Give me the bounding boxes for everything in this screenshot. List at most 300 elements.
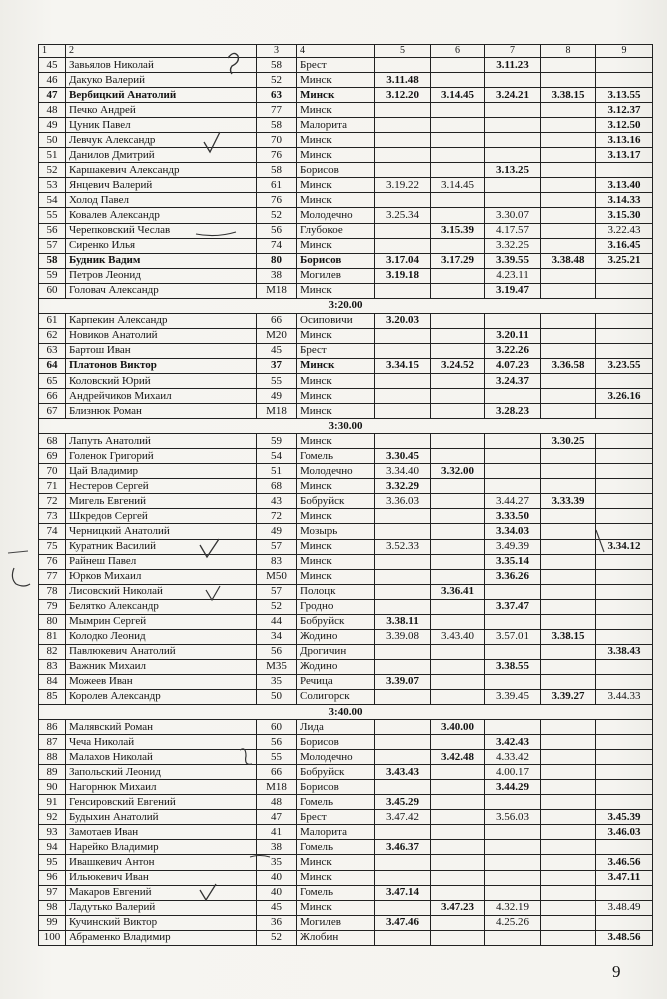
time-cell <box>596 524 653 539</box>
time-cell <box>431 689 485 704</box>
time-cell: 3.16.45 <box>596 238 653 253</box>
time-cell <box>431 449 485 464</box>
time-cell: 3.47.42 <box>375 810 431 825</box>
time-cell <box>431 389 485 404</box>
time-cell <box>596 313 653 328</box>
age-cell: 52 <box>257 73 297 88</box>
table-row <box>39 389 653 404</box>
time-cell <box>541 780 596 795</box>
city-cell: Глубокое <box>297 223 375 238</box>
time-cell <box>485 825 541 840</box>
time-cell: 3.46.03 <box>596 825 653 840</box>
time-cell <box>596 494 653 509</box>
city-cell: Брест <box>297 343 375 358</box>
time-cell <box>596 569 653 584</box>
athlete-name-cell: Холод Павел <box>66 193 257 208</box>
time-cell <box>541 464 596 479</box>
time-cell <box>596 674 653 689</box>
time-cell <box>431 434 485 449</box>
athlete-name-cell: Нагорнюк Михаил <box>66 780 257 795</box>
time-cell: 3.36.26 <box>485 569 541 584</box>
time-cell: 3.13.25 <box>485 163 541 178</box>
table-row <box>39 373 653 388</box>
time-cell <box>375 283 431 298</box>
age-cell: 83 <box>257 554 297 569</box>
time-cell <box>541 328 596 343</box>
age-cell: 56 <box>257 735 297 750</box>
table-row <box>39 268 653 283</box>
athlete-name-cell: Платонов Виктор <box>66 358 257 373</box>
time-cell <box>431 930 485 945</box>
time-cell: 3.32.29 <box>375 479 431 494</box>
time-cell <box>375 434 431 449</box>
athlete-name-cell: Будник Вадим <box>66 253 257 268</box>
time-cell: 3.39.55 <box>485 253 541 268</box>
table-row <box>39 479 653 494</box>
row-number-cell: 100 <box>39 930 66 945</box>
city-cell: Минск <box>297 404 375 419</box>
age-cell: М18 <box>257 283 297 298</box>
time-cell <box>485 930 541 945</box>
age-cell: 40 <box>257 870 297 885</box>
time-cell <box>431 855 485 870</box>
athlete-name-cell: Вербицкий Анатолий <box>66 88 257 103</box>
time-cell <box>596 584 653 599</box>
time-cell: 3.24.52 <box>431 358 485 373</box>
city-cell: Мозырь <box>297 524 375 539</box>
time-cell <box>485 313 541 328</box>
time-cell: 3.34.03 <box>485 524 541 539</box>
time-cell <box>541 73 596 88</box>
time-cell: 3.43.43 <box>375 765 431 780</box>
age-cell: 47 <box>257 810 297 825</box>
time-cell: 4.25.26 <box>485 915 541 930</box>
time-cell <box>375 930 431 945</box>
row-number-cell: 48 <box>39 103 66 118</box>
time-cell <box>596 840 653 855</box>
athlete-name-cell: Будыхин Анатолий <box>66 810 257 825</box>
age-cell: М35 <box>257 659 297 674</box>
time-cell <box>541 554 596 569</box>
time-group-row <box>39 419 653 434</box>
time-cell: 3.13.16 <box>596 133 653 148</box>
time-cell <box>541 539 596 554</box>
athlete-name-cell: Генсировский Евгений <box>66 795 257 810</box>
time-cell <box>375 900 431 915</box>
time-cell <box>596 735 653 750</box>
time-cell <box>485 644 541 659</box>
time-cell <box>596 268 653 283</box>
time-cell: 3.30.07 <box>485 208 541 223</box>
time-cell: 3.33.39 <box>541 494 596 509</box>
header-cell: 4 <box>297 45 375 58</box>
city-cell: Дрогичин <box>297 644 375 659</box>
city-cell: Минск <box>297 569 375 584</box>
time-cell <box>375 720 431 735</box>
time-cell: 3.13.40 <box>596 178 653 193</box>
time-cell <box>375 103 431 118</box>
city-cell: Жодино <box>297 659 375 674</box>
time-cell <box>485 870 541 885</box>
city-cell: Минск <box>297 283 375 298</box>
time-cell <box>431 674 485 689</box>
time-cell <box>541 193 596 208</box>
time-cell: 3.26.16 <box>596 389 653 404</box>
city-cell: Осиповичи <box>297 313 375 328</box>
table-row <box>39 885 653 900</box>
time-cell <box>541 343 596 358</box>
table-row <box>39 554 653 569</box>
time-cell: 3.38.43 <box>596 644 653 659</box>
age-cell: 38 <box>257 268 297 283</box>
header-cell: 5 <box>375 45 431 58</box>
age-cell: 54 <box>257 449 297 464</box>
time-cell <box>596 163 653 178</box>
age-cell: 34 <box>257 629 297 644</box>
age-cell: 52 <box>257 599 297 614</box>
table-row <box>39 825 653 840</box>
athlete-name-cell: Ковалев Александр <box>66 208 257 223</box>
table-row <box>39 328 653 343</box>
time-cell <box>485 855 541 870</box>
time-group-row <box>39 705 653 720</box>
time-cell: 3.32.00 <box>431 464 485 479</box>
table-row <box>39 148 653 163</box>
table-row <box>39 720 653 735</box>
time-group-label: 3:40.00 <box>39 705 653 720</box>
row-number-cell: 89 <box>39 765 66 780</box>
table-row <box>39 930 653 945</box>
row-number-cell: 68 <box>39 434 66 449</box>
time-cell <box>375 750 431 765</box>
time-cell <box>596 720 653 735</box>
table-row <box>39 404 653 419</box>
city-cell: Минск <box>297 509 375 524</box>
athlete-name-cell: Близнюк Роман <box>66 404 257 419</box>
header-cell: 2 <box>66 45 257 58</box>
athlete-name-cell: Райнеш Павел <box>66 554 257 569</box>
time-cell: 3.39.45 <box>485 689 541 704</box>
header-cell: 8 <box>541 45 596 58</box>
time-cell: 3.44.29 <box>485 780 541 795</box>
table-row <box>39 133 653 148</box>
city-cell: Молодечно <box>297 464 375 479</box>
row-number-cell: 81 <box>39 629 66 644</box>
time-cell <box>485 449 541 464</box>
time-cell <box>431 404 485 419</box>
time-cell <box>431 780 485 795</box>
time-cell <box>541 644 596 659</box>
city-cell: Минск <box>297 358 375 373</box>
age-cell: 70 <box>257 133 297 148</box>
city-cell: Могилев <box>297 268 375 283</box>
age-cell: 59 <box>257 434 297 449</box>
time-cell <box>485 434 541 449</box>
table-row <box>39 689 653 704</box>
row-number-cell: 71 <box>39 479 66 494</box>
time-cell <box>541 750 596 765</box>
row-number-cell: 46 <box>39 73 66 88</box>
time-cell: 3.11.23 <box>485 58 541 73</box>
row-number-cell: 95 <box>39 855 66 870</box>
age-cell: М20 <box>257 328 297 343</box>
time-cell <box>431 193 485 208</box>
time-cell <box>375 118 431 133</box>
time-cell <box>485 795 541 810</box>
time-group-row <box>39 298 653 313</box>
time-cell: 3.22.26 <box>485 343 541 358</box>
table-row <box>39 118 653 133</box>
time-cell: 3.46.37 <box>375 840 431 855</box>
time-cell: 3.42.43 <box>485 735 541 750</box>
row-number-cell: 64 <box>39 358 66 373</box>
time-cell <box>541 870 596 885</box>
row-number-cell: 74 <box>39 524 66 539</box>
table-row <box>39 103 653 118</box>
row-number-cell: 92 <box>39 810 66 825</box>
city-cell: Малорита <box>297 825 375 840</box>
time-cell <box>431 885 485 900</box>
athlete-name-cell: Голенок Григорий <box>66 449 257 464</box>
time-cell <box>375 855 431 870</box>
athlete-name-cell: Черепковский Чеслав <box>66 223 257 238</box>
time-cell: 3.24.21 <box>485 88 541 103</box>
city-cell: Минск <box>297 328 375 343</box>
time-cell <box>375 343 431 358</box>
time-cell <box>431 825 485 840</box>
time-cell <box>431 569 485 584</box>
time-cell <box>375 524 431 539</box>
age-cell: 40 <box>257 885 297 900</box>
time-cell: 3.20.11 <box>485 328 541 343</box>
time-cell <box>375 599 431 614</box>
time-cell: 3.28.23 <box>485 404 541 419</box>
age-cell: 41 <box>257 825 297 840</box>
table-row <box>39 88 653 103</box>
city-cell: Бобруйск <box>297 765 375 780</box>
table-row <box>39 840 653 855</box>
table-row <box>39 780 653 795</box>
row-number-cell: 88 <box>39 750 66 765</box>
time-cell <box>596 885 653 900</box>
city-cell: Брест <box>297 810 375 825</box>
time-cell <box>541 208 596 223</box>
time-cell <box>431 915 485 930</box>
city-cell: Минск <box>297 178 375 193</box>
time-group-label: 3:20.00 <box>39 298 653 313</box>
table-row <box>39 178 653 193</box>
table-row <box>39 599 653 614</box>
table-row <box>39 629 653 644</box>
row-number-cell: 54 <box>39 193 66 208</box>
time-cell <box>541 178 596 193</box>
age-cell: 44 <box>257 614 297 629</box>
time-cell <box>375 133 431 148</box>
time-cell <box>541 569 596 584</box>
athlete-name-cell: Цай Владимир <box>66 464 257 479</box>
age-cell: 58 <box>257 118 297 133</box>
age-cell: 52 <box>257 930 297 945</box>
time-cell <box>541 810 596 825</box>
row-number-cell: 86 <box>39 720 66 735</box>
city-cell: Минск <box>297 479 375 494</box>
athlete-name-cell: Замотаев Иван <box>66 825 257 840</box>
time-cell <box>431 795 485 810</box>
city-cell: Бобруйск <box>297 614 375 629</box>
athlete-name-cell: Абраменко Владимир <box>66 930 257 945</box>
table-row <box>39 509 653 524</box>
time-cell <box>541 404 596 419</box>
athlete-name-cell: Сиренко Илья <box>66 238 257 253</box>
results-table-body <box>39 45 653 946</box>
time-cell <box>541 855 596 870</box>
time-cell: 3.19.18 <box>375 268 431 283</box>
time-cell <box>485 840 541 855</box>
time-cell <box>485 148 541 163</box>
time-cell <box>375 689 431 704</box>
time-cell <box>431 103 485 118</box>
row-number-cell: 73 <box>39 509 66 524</box>
athlete-name-cell: Павлюкевич Анатолий <box>66 644 257 659</box>
city-cell: Минск <box>297 88 375 103</box>
time-cell <box>541 479 596 494</box>
time-cell: 3.17.04 <box>375 253 431 268</box>
age-cell: 76 <box>257 148 297 163</box>
time-cell <box>431 735 485 750</box>
time-cell: 4.23.11 <box>485 268 541 283</box>
age-cell: 49 <box>257 524 297 539</box>
age-cell: 55 <box>257 373 297 388</box>
table-row <box>39 614 653 629</box>
city-cell: Минск <box>297 103 375 118</box>
age-cell: 57 <box>257 539 297 554</box>
time-cell: 3.43.40 <box>431 629 485 644</box>
time-cell <box>596 343 653 358</box>
city-cell: Минск <box>297 193 375 208</box>
row-number-cell: 79 <box>39 599 66 614</box>
row-number-cell: 63 <box>39 343 66 358</box>
row-number-cell: 97 <box>39 885 66 900</box>
age-cell: 36 <box>257 915 297 930</box>
age-cell: 35 <box>257 674 297 689</box>
age-cell: 57 <box>257 584 297 599</box>
time-cell: 3.34.12 <box>596 539 653 554</box>
row-number-cell: 65 <box>39 373 66 388</box>
time-cell <box>375 58 431 73</box>
athlete-name-cell: Кучинский Виктор <box>66 915 257 930</box>
row-number-cell: 87 <box>39 735 66 750</box>
time-cell <box>375 554 431 569</box>
row-number-cell: 82 <box>39 644 66 659</box>
table-row <box>39 795 653 810</box>
table-row <box>39 584 653 599</box>
athlete-name-cell: Каршакевич Александр <box>66 163 257 178</box>
age-cell: 60 <box>257 720 297 735</box>
athlete-name-cell: Бартош Иван <box>66 343 257 358</box>
time-cell: 3.38.11 <box>375 614 431 629</box>
table-row <box>39 750 653 765</box>
time-cell <box>375 584 431 599</box>
time-group-label: 3:30.00 <box>39 419 653 434</box>
table-row <box>39 659 653 674</box>
time-cell: 3.17.29 <box>431 253 485 268</box>
city-cell: Солигорск <box>297 689 375 704</box>
time-cell <box>485 178 541 193</box>
time-cell <box>431 58 485 73</box>
time-cell <box>596 58 653 73</box>
age-cell: 74 <box>257 238 297 253</box>
time-cell <box>431 328 485 343</box>
athlete-name-cell: Можеев Иван <box>66 674 257 689</box>
table-row <box>39 434 653 449</box>
time-cell <box>485 464 541 479</box>
time-cell: 3.12.37 <box>596 103 653 118</box>
time-cell <box>541 389 596 404</box>
age-cell: 77 <box>257 103 297 118</box>
time-cell: 3.30.25 <box>541 434 596 449</box>
time-cell: 3.19.22 <box>375 178 431 193</box>
time-cell <box>541 930 596 945</box>
time-cell <box>541 795 596 810</box>
table-row <box>39 193 653 208</box>
table-row <box>39 358 653 373</box>
row-number-cell: 55 <box>39 208 66 223</box>
athlete-name-cell: Андрейчиков Михаил <box>66 389 257 404</box>
time-cell <box>431 494 485 509</box>
city-cell: Минск <box>297 539 375 554</box>
time-cell <box>541 524 596 539</box>
athlete-name-cell: Коловский Юрий <box>66 373 257 388</box>
city-cell: Гродно <box>297 599 375 614</box>
time-cell: 3.38.48 <box>541 253 596 268</box>
table-row <box>39 870 653 885</box>
time-cell <box>431 118 485 133</box>
time-cell: 3.20.03 <box>375 313 431 328</box>
time-cell <box>485 103 541 118</box>
results-table <box>38 44 653 946</box>
time-cell <box>541 900 596 915</box>
time-cell <box>431 810 485 825</box>
table-row <box>39 283 653 298</box>
athlete-name-cell: Завьялов Николай <box>66 58 257 73</box>
time-cell: 3.12.50 <box>596 118 653 133</box>
time-cell <box>431 73 485 88</box>
age-cell: 45 <box>257 900 297 915</box>
city-cell: Минск <box>297 554 375 569</box>
row-number-cell: 60 <box>39 283 66 298</box>
age-cell: 76 <box>257 193 297 208</box>
row-number-cell: 99 <box>39 915 66 930</box>
time-cell <box>541 825 596 840</box>
time-cell: 3.48.49 <box>596 900 653 915</box>
time-cell: 3.49.39 <box>485 539 541 554</box>
row-number-cell: 72 <box>39 494 66 509</box>
time-cell <box>431 539 485 554</box>
time-cell <box>375 825 431 840</box>
athlete-name-cell: Куратник Василий <box>66 539 257 554</box>
row-number-cell: 80 <box>39 614 66 629</box>
athlete-name-cell: Шкредов Сергей <box>66 509 257 524</box>
city-cell: Минск <box>297 900 375 915</box>
time-cell: 3.46.56 <box>596 855 653 870</box>
time-cell: 3.35.14 <box>485 554 541 569</box>
page-number: 9 <box>612 962 621 981</box>
time-cell <box>541 885 596 900</box>
time-cell: 3.24.37 <box>485 373 541 388</box>
time-cell: 3.39.07 <box>375 674 431 689</box>
time-cell <box>485 118 541 133</box>
row-number-cell: 85 <box>39 689 66 704</box>
